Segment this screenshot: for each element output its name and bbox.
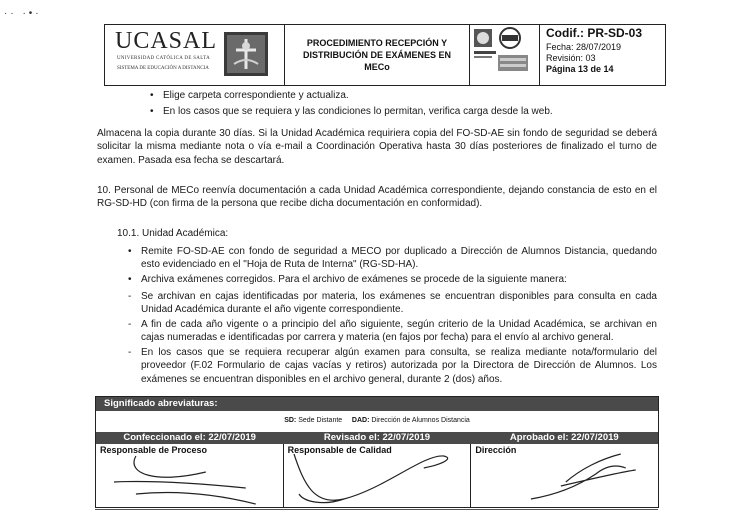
signature-cell-process [96,444,284,507]
prepared-date: Confeccionado el: 22/07/2019 [123,432,256,443]
signature-row [96,444,658,507]
abbreviations-heading: Significado abreviaturas: [96,397,658,411]
list-item: • Remite FO-SD-AE con fondo de seguridad a MECO por duplicado a Dirección de Alumnos Distancia, quedando esto evidenciado en el "Hoja de Ruta de Interna" (RG-SD-HA). [128,246,657,271]
logo-system-name: SISTEMA DE EDUCACIÓN A DISTANCIA [117,66,209,71]
process-owner-label: Responsable de Proceso [100,445,208,455]
abbreviations-list: SD: Sede Distante DAD: Dirección de Alumnos Distancia [284,417,470,424]
page-bottom-rule [95,509,658,510]
subheading-10-1: 10.1. Unidad Académica: [117,228,229,239]
list-item: • Archiva exámenes corregidos. Para el archivo de exámenes se procede de la siguiente manera: [128,274,567,285]
list-item: • Elige carpeta correspondiente y actualiza. [150,90,349,101]
approval-dates [96,432,658,444]
signature-cell-director [471,444,658,507]
paragraph-item-10: 10. Personal de MECo reenvía documentación a cada Unidad Académica correspondiente, dejando constancia de esto en el RG-SD-HD (con firma de la persona que recibe dicha documentación en conformidad). [97,185,657,210]
director-label: Dirección [475,445,517,455]
quality-owner-label: Responsable de Calidad [287,445,392,455]
document-date: Fecha: 28/07/2019 [546,42,622,52]
logo-cell [105,25,285,85]
logo-subtitle: UNIVERSIDAD CATÓLICA DE SALTA [117,56,210,61]
signature-icon [96,444,283,507]
signature-icon [471,444,658,507]
document-code: Codif.: PR-SD-03 [546,26,642,40]
signature-icon [284,444,471,507]
approved-date: Aprobado el: 22/07/2019 [509,432,619,443]
reviewed-date: Revisado el: 22/07/2019 [323,432,431,443]
document-header [104,24,666,86]
list-item: • En los casos que se requiera y las condiciones lo permitan, verifica carga desde la web. [150,106,553,117]
certification-cell [470,25,540,85]
document-revision: Revisión: 03 [546,53,596,63]
university-crest-icon [222,30,270,78]
paragraph-storage: Almacena la copia durante 30 días. Si la Unidad Académica requiriera copia del FO-SD-AE sin fondo de seguridad se deberá solicitar la misma mediante nota o vía e-mail a Coordinación Operativa hasta 30 días posteriores de finalizado el turno de examen. Pasada esa fecha se descartará. [97,128,657,166]
dash-item: - Se archivan en cajas identificadas por materia, los exámenes se encuentran disponibles para consulta en cada Unidad Académica durante el año vigente correspondiente. [128,291,657,316]
dash-item: - En los casos que se requiera recuperar algún examen para consulta, se realiza mediante nota/formulario del proveedor (F.02 Formulario de cajas vacías y retiros) autorizada por la Directora de Dirección de Alumnos. Los exámenes se encuentran disponibles en el archivo general, durante 2 (dos) años. [128,347,657,385]
approval-table [95,396,659,508]
signature-cell-quality [284,444,472,507]
document-info [540,25,665,85]
document-title: PROCEDIMIENTO RECEPCIÓN Y DISTRIBUCIÓN DE EXÁMENES EN MECo [285,25,470,85]
page-number: Página 13 de 14 [546,64,614,74]
certification-seal-icon [470,25,540,83]
dash-item: - A fin de cada año vigente o a principio del año siguiente, según criterio de la Unidad Académica, se archivan en cajas numeradas e identificadas por carrera y materia (en fajos por fecha) para el envío al archivo general. [128,319,657,344]
scan-marks: ·· ·•· [4,8,42,19]
logo-wordmark: UCASAL [115,28,218,54]
